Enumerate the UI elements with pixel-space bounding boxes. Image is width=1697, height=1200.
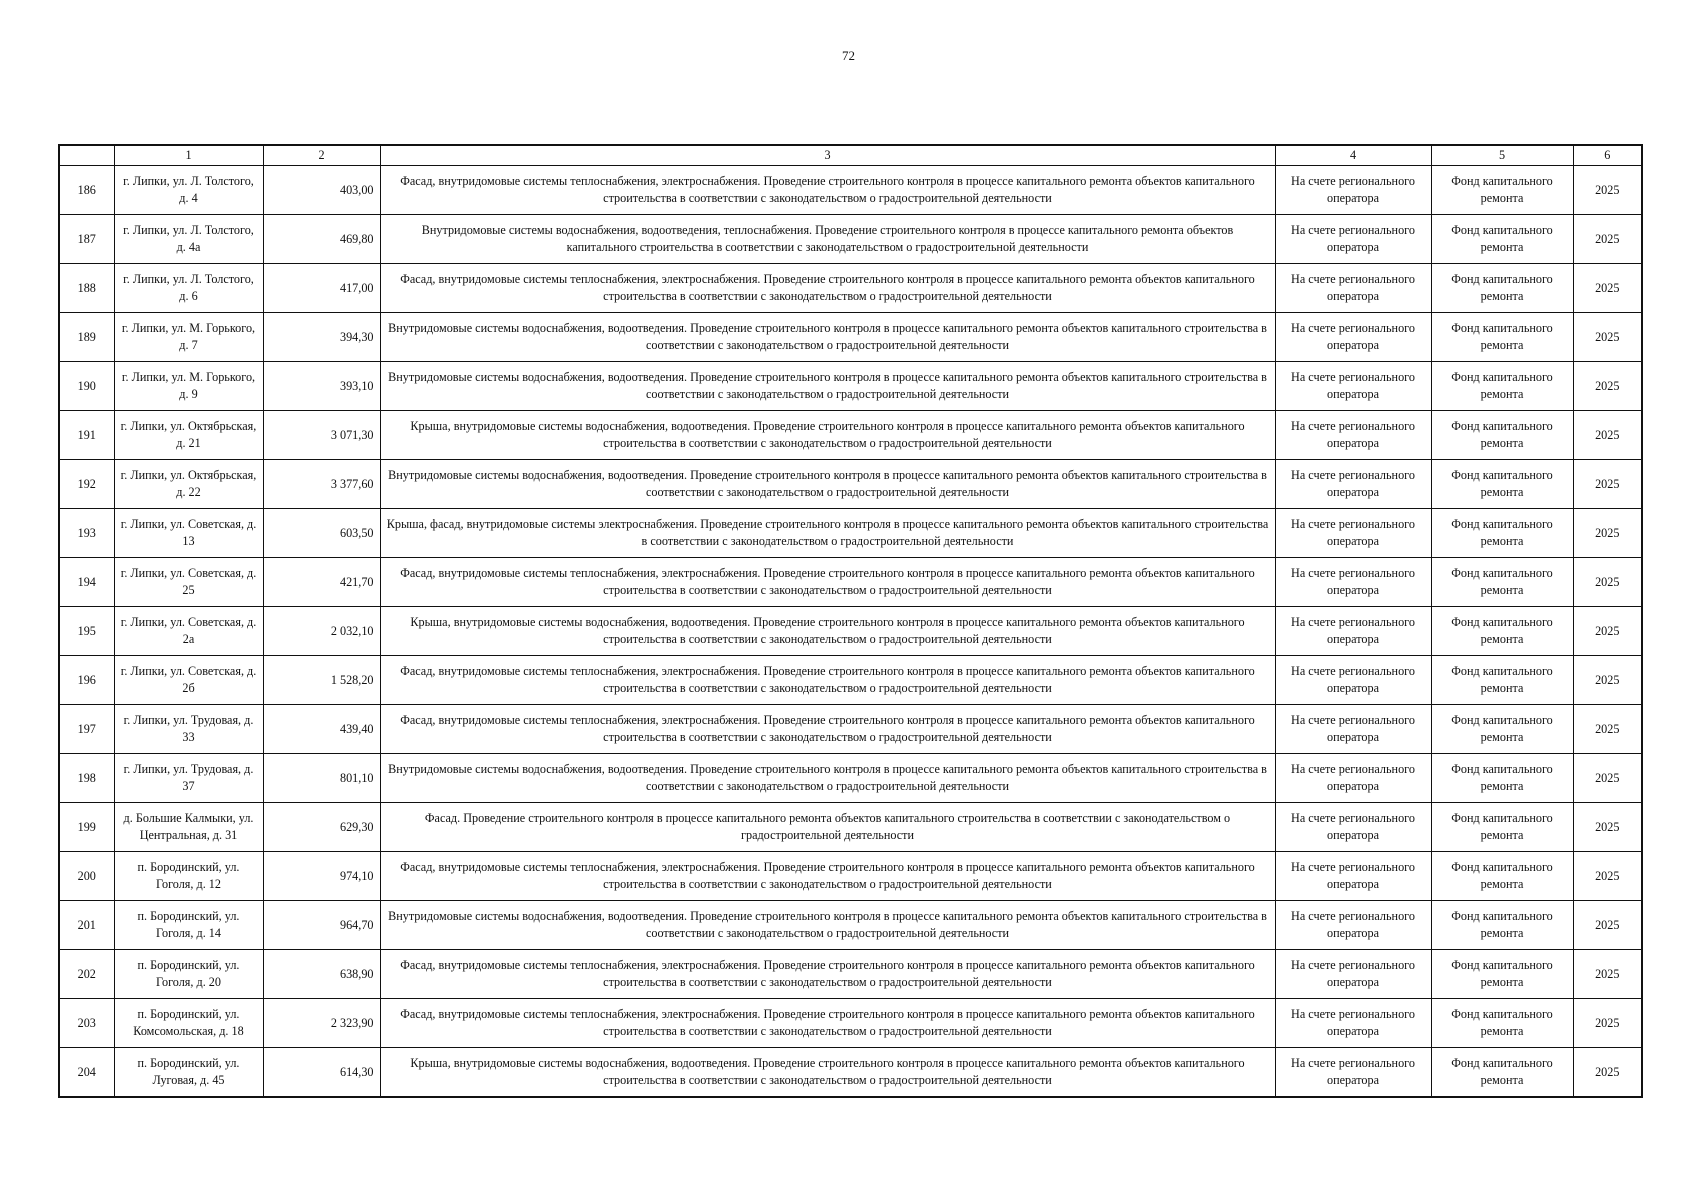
address-cell: г. Липки, ул. Октябрьская, д. 21 [114, 411, 263, 460]
works-description-cell: Фасад, внутридомовые системы теплоснабжения, электроснабжения. Проведение строительного контроля в процессе капитального ремонта объектов капитального строительства в соответствии с законодательством о градостроительной деятельности [380, 558, 1275, 607]
row-number-cell: 197 [59, 705, 114, 754]
address-cell: г. Липки, ул. Л. Толстого, д. 6 [114, 264, 263, 313]
account-method-cell: На счете регионального оператора [1275, 1048, 1431, 1098]
year-cell: 2025 [1573, 607, 1642, 656]
address-cell: г. Липки, ул. Советская, д. 2а [114, 607, 263, 656]
works-description-cell: Крыша, внутридомовые системы водоснабжения, водоотведения. Проведение строительного контроля в процессе капитального ремонта объектов капитального строительства в соответствии с законодательством о градостроительной деятельности [380, 411, 1275, 460]
funding-source-cell: Фонд капитального ремонта [1431, 509, 1573, 558]
funding-source-cell: Фонд капитального ремонта [1431, 1048, 1573, 1098]
row-number-cell: 204 [59, 1048, 114, 1098]
address-cell: г. Липки, ул. Трудовая, д. 37 [114, 754, 263, 803]
year-cell: 2025 [1573, 460, 1642, 509]
header-cell: 5 [1431, 145, 1573, 166]
row-number-cell: 195 [59, 607, 114, 656]
account-method-cell: На счете регионального оператора [1275, 411, 1431, 460]
account-method-cell: На счете регионального оператора [1275, 607, 1431, 656]
works-description-cell: Фасад, внутридомовые системы теплоснабжения, электроснабжения. Проведение строительного контроля в процессе капитального ремонта объектов капитального строительства в соответствии с законодательством о градостроительной деятельности [380, 705, 1275, 754]
funding-source-cell: Фонд капитального ремонта [1431, 264, 1573, 313]
funding-source-cell: Фонд капитального ремонта [1431, 705, 1573, 754]
capital-repair-table [58, 144, 1643, 1098]
header-cell: 4 [1275, 145, 1431, 166]
row-number-cell: 202 [59, 950, 114, 999]
table-row [59, 460, 1642, 509]
year-cell: 2025 [1573, 901, 1642, 950]
area-cell: 421,70 [263, 558, 380, 607]
funding-source-cell: Фонд капитального ремонта [1431, 607, 1573, 656]
year-cell: 2025 [1573, 411, 1642, 460]
address-cell: п. Бородинский, ул. Гоголя, д. 20 [114, 950, 263, 999]
year-cell: 2025 [1573, 166, 1642, 215]
table-row [59, 166, 1642, 215]
works-description-cell: Фасад, внутридомовые системы теплоснабжения, электроснабжения. Проведение строительного контроля в процессе капитального ремонта объектов капитального строительства в соответствии с законодательством о градостроительной деятельности [380, 852, 1275, 901]
funding-source-cell: Фонд капитального ремонта [1431, 558, 1573, 607]
funding-source-cell: Фонд капитального ремонта [1431, 215, 1573, 264]
address-cell: г. Липки, ул. Советская, д. 2б [114, 656, 263, 705]
header-cell [59, 145, 114, 166]
area-cell: 614,30 [263, 1048, 380, 1098]
area-cell: 2 323,90 [263, 999, 380, 1048]
table-row [59, 264, 1642, 313]
row-number-cell: 200 [59, 852, 114, 901]
year-cell: 2025 [1573, 754, 1642, 803]
area-cell: 439,40 [263, 705, 380, 754]
works-description-cell: Крыша, внутридомовые системы водоснабжения, водоотведения. Проведение строительного контроля в процессе капитального ремонта объектов капитального строительства в соответствии с законодательством о градостроительной деятельности [380, 607, 1275, 656]
works-description-cell: Внутридомовые системы водоснабжения, водоотведения. Проведение строительного контроля в процессе капитального ремонта объектов капитального строительства в соответствии с законодательством о градостроительной деятельности [380, 901, 1275, 950]
address-cell: п. Бородинский, ул. Гоголя, д. 14 [114, 901, 263, 950]
account-method-cell: На счете регионального оператора [1275, 705, 1431, 754]
works-description-cell: Внутридомовые системы водоснабжения, водоотведения, теплоснабжения. Проведение строительного контроля в процессе капитального ремонта объектов капитального строительства в соответствии с законодательством о градостроительной деятельности [380, 215, 1275, 264]
header-cell: 1 [114, 145, 263, 166]
account-method-cell: На счете регионального оператора [1275, 852, 1431, 901]
area-cell: 417,00 [263, 264, 380, 313]
table-row [59, 411, 1642, 460]
year-cell: 2025 [1573, 558, 1642, 607]
header-cell: 2 [263, 145, 380, 166]
table-row [59, 754, 1642, 803]
year-cell: 2025 [1573, 264, 1642, 313]
year-cell: 2025 [1573, 362, 1642, 411]
address-cell: г. Липки, ул. М. Горького, д. 9 [114, 362, 263, 411]
area-cell: 603,50 [263, 509, 380, 558]
works-description-cell: Фасад, внутридомовые системы теплоснабжения, электроснабжения. Проведение строительного контроля в процессе капитального ремонта объектов капитального строительства в соответствии с законодательством о градостроительной деятельности [380, 950, 1275, 999]
table-row [59, 509, 1642, 558]
table-row [59, 313, 1642, 362]
account-method-cell: На счете регионального оператора [1275, 509, 1431, 558]
area-cell: 393,10 [263, 362, 380, 411]
address-cell: г. Липки, ул. Советская, д. 13 [114, 509, 263, 558]
address-cell: г. Липки, ул. Л. Толстого, д. 4 [114, 166, 263, 215]
table-row [59, 705, 1642, 754]
table-row [59, 607, 1642, 656]
table-row [59, 999, 1642, 1048]
account-method-cell: На счете регионального оператора [1275, 558, 1431, 607]
year-cell: 2025 [1573, 215, 1642, 264]
row-number-cell: 198 [59, 754, 114, 803]
funding-source-cell: Фонд капитального ремонта [1431, 656, 1573, 705]
works-description-cell: Фасад, внутридомовые системы теплоснабжения, электроснабжения. Проведение строительного контроля в процессе капитального ремонта объектов капитального строительства в соответствии с законодательством о градостроительной деятельности [380, 264, 1275, 313]
account-method-cell: На счете регионального оператора [1275, 656, 1431, 705]
works-description-cell: Крыша, фасад, внутридомовые системы электроснабжения. Проведение строительного контроля в процессе капитального ремонта объектов капитального строительства в соответствии с законодательством о градостроительной деятельности [380, 509, 1275, 558]
funding-source-cell: Фонд капитального ремонта [1431, 754, 1573, 803]
address-cell: г. Липки, ул. Трудовая, д. 33 [114, 705, 263, 754]
table-row [59, 852, 1642, 901]
area-cell: 974,10 [263, 852, 380, 901]
address-cell: г. Липки, ул. Октябрьская, д. 22 [114, 460, 263, 509]
funding-source-cell: Фонд капитального ремонта [1431, 999, 1573, 1048]
year-cell: 2025 [1573, 803, 1642, 852]
header-cell: 3 [380, 145, 1275, 166]
row-number-cell: 203 [59, 999, 114, 1048]
area-cell: 3 071,30 [263, 411, 380, 460]
address-cell: п. Бородинский, ул. Луговая, д. 45 [114, 1048, 263, 1098]
funding-source-cell: Фонд капитального ремонта [1431, 362, 1573, 411]
area-cell: 801,10 [263, 754, 380, 803]
funding-source-cell: Фонд капитального ремонта [1431, 166, 1573, 215]
account-method-cell: На счете регионального оператора [1275, 999, 1431, 1048]
area-cell: 964,70 [263, 901, 380, 950]
table-row [59, 950, 1642, 999]
year-cell: 2025 [1573, 1048, 1642, 1098]
table-row [59, 1048, 1642, 1098]
area-cell: 469,80 [263, 215, 380, 264]
year-cell: 2025 [1573, 999, 1642, 1048]
account-method-cell: На счете регионального оператора [1275, 166, 1431, 215]
account-method-cell: На счете регионального оператора [1275, 754, 1431, 803]
works-description-cell: Внутридомовые системы водоснабжения, водоотведения. Проведение строительного контроля в процессе капитального ремонта объектов капитального строительства в соответствии с законодательством о градостроительной деятельности [380, 313, 1275, 362]
table-row [59, 803, 1642, 852]
area-cell: 629,30 [263, 803, 380, 852]
table-row [59, 362, 1642, 411]
row-number-cell: 190 [59, 362, 114, 411]
area-cell: 638,90 [263, 950, 380, 999]
row-number-cell: 187 [59, 215, 114, 264]
funding-source-cell: Фонд капитального ремонта [1431, 852, 1573, 901]
page-number: 72 [842, 48, 855, 63]
area-cell: 3 377,60 [263, 460, 380, 509]
address-cell: п. Бородинский, ул. Гоголя, д. 12 [114, 852, 263, 901]
funding-source-cell: Фонд капитального ремонта [1431, 803, 1573, 852]
address-cell: п. Бородинский, ул. Комсомольская, д. 18 [114, 999, 263, 1048]
table-header-row [59, 145, 1642, 166]
row-number-cell: 191 [59, 411, 114, 460]
year-cell: 2025 [1573, 852, 1642, 901]
row-number-cell: 193 [59, 509, 114, 558]
area-cell: 403,00 [263, 166, 380, 215]
row-number-cell: 189 [59, 313, 114, 362]
year-cell: 2025 [1573, 950, 1642, 999]
table-row [59, 656, 1642, 705]
header-cell: 6 [1573, 145, 1642, 166]
row-number-cell: 201 [59, 901, 114, 950]
table-row [59, 558, 1642, 607]
funding-source-cell: Фонд капитального ремонта [1431, 950, 1573, 999]
works-description-cell: Фасад, внутридомовые системы теплоснабжения, электроснабжения. Проведение строительного контроля в процессе капитального ремонта объектов капитального строительства в соответствии с законодательством о градостроительной деятельности [380, 999, 1275, 1048]
funding-source-cell: Фонд капитального ремонта [1431, 313, 1573, 362]
row-number-cell: 199 [59, 803, 114, 852]
works-description-cell: Фасад, внутридомовые системы теплоснабжения, электроснабжения. Проведение строительного контроля в процессе капитального ремонта объектов капитального строительства в соответствии с законодательством о градостроительной деятельности [380, 656, 1275, 705]
area-cell: 394,30 [263, 313, 380, 362]
table-row [59, 901, 1642, 950]
row-number-cell: 192 [59, 460, 114, 509]
table-row [59, 215, 1642, 264]
row-number-cell: 188 [59, 264, 114, 313]
year-cell: 2025 [1573, 656, 1642, 705]
account-method-cell: На счете регионального оператора [1275, 264, 1431, 313]
account-method-cell: На счете регионального оператора [1275, 362, 1431, 411]
address-cell: г. Липки, ул. Л. Толстого, д. 4а [114, 215, 263, 264]
works-description-cell: Внутридомовые системы водоснабжения, водоотведения. Проведение строительного контроля в процессе капитального ремонта объектов капитального строительства в соответствии с законодательством о градостроительной деятельности [380, 460, 1275, 509]
year-cell: 2025 [1573, 313, 1642, 362]
address-cell: г. Липки, ул. Советская, д. 25 [114, 558, 263, 607]
account-method-cell: На счете регионального оператора [1275, 901, 1431, 950]
works-description-cell: Фасад. Проведение строительного контроля в процессе капитального ремонта объектов капитального строительства в соответствии с законодательством о градостроительной деятельности [380, 803, 1275, 852]
address-cell: д. Большие Калмыки, ул. Центральная, д. 31 [114, 803, 263, 852]
works-description-cell: Внутридомовые системы водоснабжения, водоотведения. Проведение строительного контроля в процессе капитального ремонта объектов капитального строительства в соответствии с законодательством о градостроительной деятельности [380, 362, 1275, 411]
year-cell: 2025 [1573, 705, 1642, 754]
address-cell: г. Липки, ул. М. Горького, д. 7 [114, 313, 263, 362]
account-method-cell: На счете регионального оператора [1275, 313, 1431, 362]
account-method-cell: На счете регионального оператора [1275, 950, 1431, 999]
account-method-cell: На счете регионального оператора [1275, 460, 1431, 509]
account-method-cell: На счете регионального оператора [1275, 803, 1431, 852]
row-number-cell: 194 [59, 558, 114, 607]
funding-source-cell: Фонд капитального ремонта [1431, 411, 1573, 460]
funding-source-cell: Фонд капитального ремонта [1431, 901, 1573, 950]
works-description-cell: Внутридомовые системы водоснабжения, водоотведения. Проведение строительного контроля в процессе капитального ремонта объектов капитального строительства в соответствии с законодательством о градостроительной деятельности [380, 754, 1275, 803]
year-cell: 2025 [1573, 509, 1642, 558]
area-cell: 2 032,10 [263, 607, 380, 656]
account-method-cell: На счете регионального оператора [1275, 215, 1431, 264]
row-number-cell: 196 [59, 656, 114, 705]
works-description-cell: Крыша, внутридомовые системы водоснабжения, водоотведения. Проведение строительного контроля в процессе капитального ремонта объектов капитального строительства в соответствии с законодательством о градостроительной деятельности [380, 1048, 1275, 1098]
row-number-cell: 186 [59, 166, 114, 215]
funding-source-cell: Фонд капитального ремонта [1431, 460, 1573, 509]
works-description-cell: Фасад, внутридомовые системы теплоснабжения, электроснабжения. Проведение строительного контроля в процессе капитального ремонта объектов капитального строительства в соответствии с законодательством о градостроительной деятельности [380, 166, 1275, 215]
area-cell: 1 528,20 [263, 656, 380, 705]
